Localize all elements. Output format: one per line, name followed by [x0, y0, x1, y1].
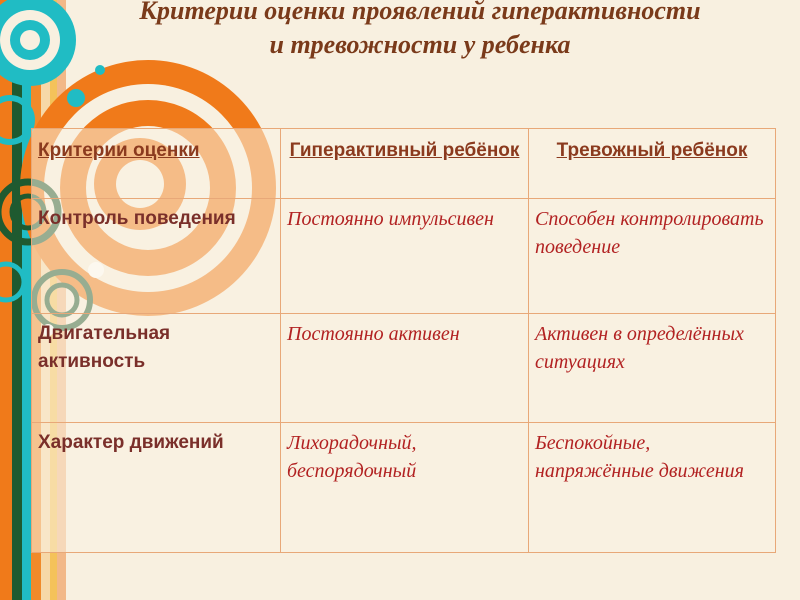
- header-hyperactive: Гиперактивный ребёнок: [281, 129, 529, 199]
- table-row: [32, 423, 776, 553]
- teal-dot-small: [95, 65, 105, 75]
- anxious-value: Активен в определённых ситуациях: [529, 314, 776, 423]
- header-criteria: Критерии оценки: [32, 129, 281, 199]
- criterion-label: Двигательная активность: [32, 314, 281, 423]
- criteria-table: [31, 128, 776, 553]
- table-row: [32, 314, 776, 423]
- header-anxious: Тревожный ребёнок: [529, 129, 776, 199]
- teal-dot: [67, 89, 85, 107]
- anxious-value: Способен контролировать поведение: [529, 199, 776, 314]
- title-line-2: и тревожности у ребенка: [269, 30, 571, 59]
- hyperactive-value: Постоянно импульсивен: [281, 199, 529, 314]
- anxious-value: Беспокойные, напряжённые движения: [529, 423, 776, 553]
- stripe-teal: [22, 0, 31, 600]
- table-header-row: [32, 129, 776, 199]
- criterion-label: Контроль поведения: [32, 199, 281, 314]
- hyperactive-value: Постоянно активен: [281, 314, 529, 423]
- table-row: [32, 199, 776, 314]
- hyperactive-value: Лихорадочный, беспорядочный: [281, 423, 529, 553]
- slide-title: [40, 0, 800, 62]
- criterion-label: Характер движений: [32, 423, 281, 553]
- title-line-1: Критерии оценки проявлений гиперактивности: [139, 0, 701, 25]
